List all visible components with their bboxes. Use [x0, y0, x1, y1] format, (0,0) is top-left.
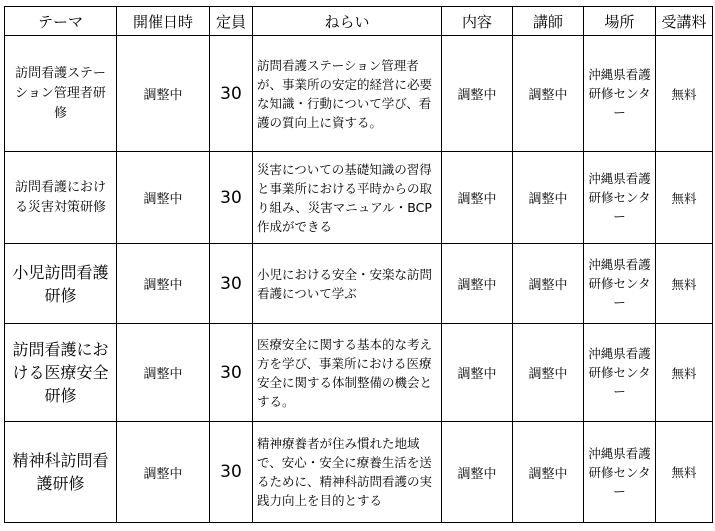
content-cell: 調整中	[442, 244, 513, 324]
content-cell: 調整中	[442, 324, 513, 422]
header-content: 内容	[442, 7, 513, 36]
header-capacity: 定員	[210, 7, 253, 36]
fee-cell: 無料	[656, 152, 713, 244]
theme-cell: 訪問看護における医療安全研修	[5, 324, 117, 422]
aim-cell: 小児における安全・安楽な訪問看護について学ぶ	[253, 244, 442, 324]
aim-cell: 訪問看護ステーション管理者が、事業所の安定的経営に必要な知識・行動について学び、看護の質向上に資する。	[253, 36, 442, 152]
header-fee: 受講料	[656, 7, 713, 36]
capacity-cell: 30	[210, 152, 253, 244]
place-cell: 沖縄県看護研修センター	[584, 36, 656, 152]
header-lecturer: 講師	[513, 7, 584, 36]
table-row	[5, 422, 713, 523]
content-cell: 調整中	[442, 36, 513, 152]
content-cell: 調整中	[442, 422, 513, 523]
date-cell: 調整中	[117, 244, 210, 324]
aim-cell: 医療安全に関する基本的な考え方を学び、事業所における医療安全に関する体制整備の機会とする。	[253, 324, 442, 422]
header-row	[5, 7, 713, 36]
fee-cell: 無料	[656, 324, 713, 422]
table-row	[5, 244, 713, 324]
training-schedule-table	[4, 6, 713, 523]
theme-cell: 小児訪問看護研修	[5, 244, 117, 324]
capacity-cell: 30	[210, 324, 253, 422]
theme-cell: 訪問看護ステーション管理者研修	[5, 36, 117, 152]
capacity-cell: 30	[210, 36, 253, 152]
place-cell: 沖縄県看護研修センター	[584, 244, 656, 324]
place-cell: 沖縄県看護研修センター	[584, 324, 656, 422]
date-cell: 調整中	[117, 324, 210, 422]
header-place: 場所	[584, 7, 656, 36]
place-cell: 沖縄県看護研修センター	[584, 422, 656, 523]
lecturer-cell: 調整中	[513, 422, 584, 523]
capacity-cell: 30	[210, 244, 253, 324]
lecturer-cell: 調整中	[513, 36, 584, 152]
lecturer-cell: 調整中	[513, 152, 584, 244]
place-cell: 沖縄県看護研修センター	[584, 152, 656, 244]
lecturer-cell: 調整中	[513, 244, 584, 324]
aim-cell: 災害についての基礎知識の習得と事業所における平時からの取り組み、災害マニュアル・BCP作成ができる	[253, 152, 442, 244]
fee-cell: 無料	[656, 36, 713, 152]
fee-cell: 無料	[656, 422, 713, 523]
header-aim: ねらい	[253, 7, 442, 36]
aim-cell: 精神療養者が住み慣れた地域で、安心・安全に療養生活を送るために、精神科訪問看護の実践力向上を目的とする	[253, 422, 442, 523]
theme-cell: 訪問看護における災害対策研修	[5, 152, 117, 244]
lecturer-cell: 調整中	[513, 324, 584, 422]
date-cell: 調整中	[117, 152, 210, 244]
table-row	[5, 152, 713, 244]
theme-cell: 精神科訪問看護研修	[5, 422, 117, 523]
capacity-cell: 30	[210, 422, 253, 523]
table-row	[5, 324, 713, 422]
header-theme: テーマ	[5, 7, 117, 36]
date-cell: 調整中	[117, 36, 210, 152]
fee-cell: 無料	[656, 244, 713, 324]
table-row	[5, 36, 713, 152]
date-cell: 調整中	[117, 422, 210, 523]
header-date: 開催日時	[117, 7, 210, 36]
content-cell: 調整中	[442, 152, 513, 244]
